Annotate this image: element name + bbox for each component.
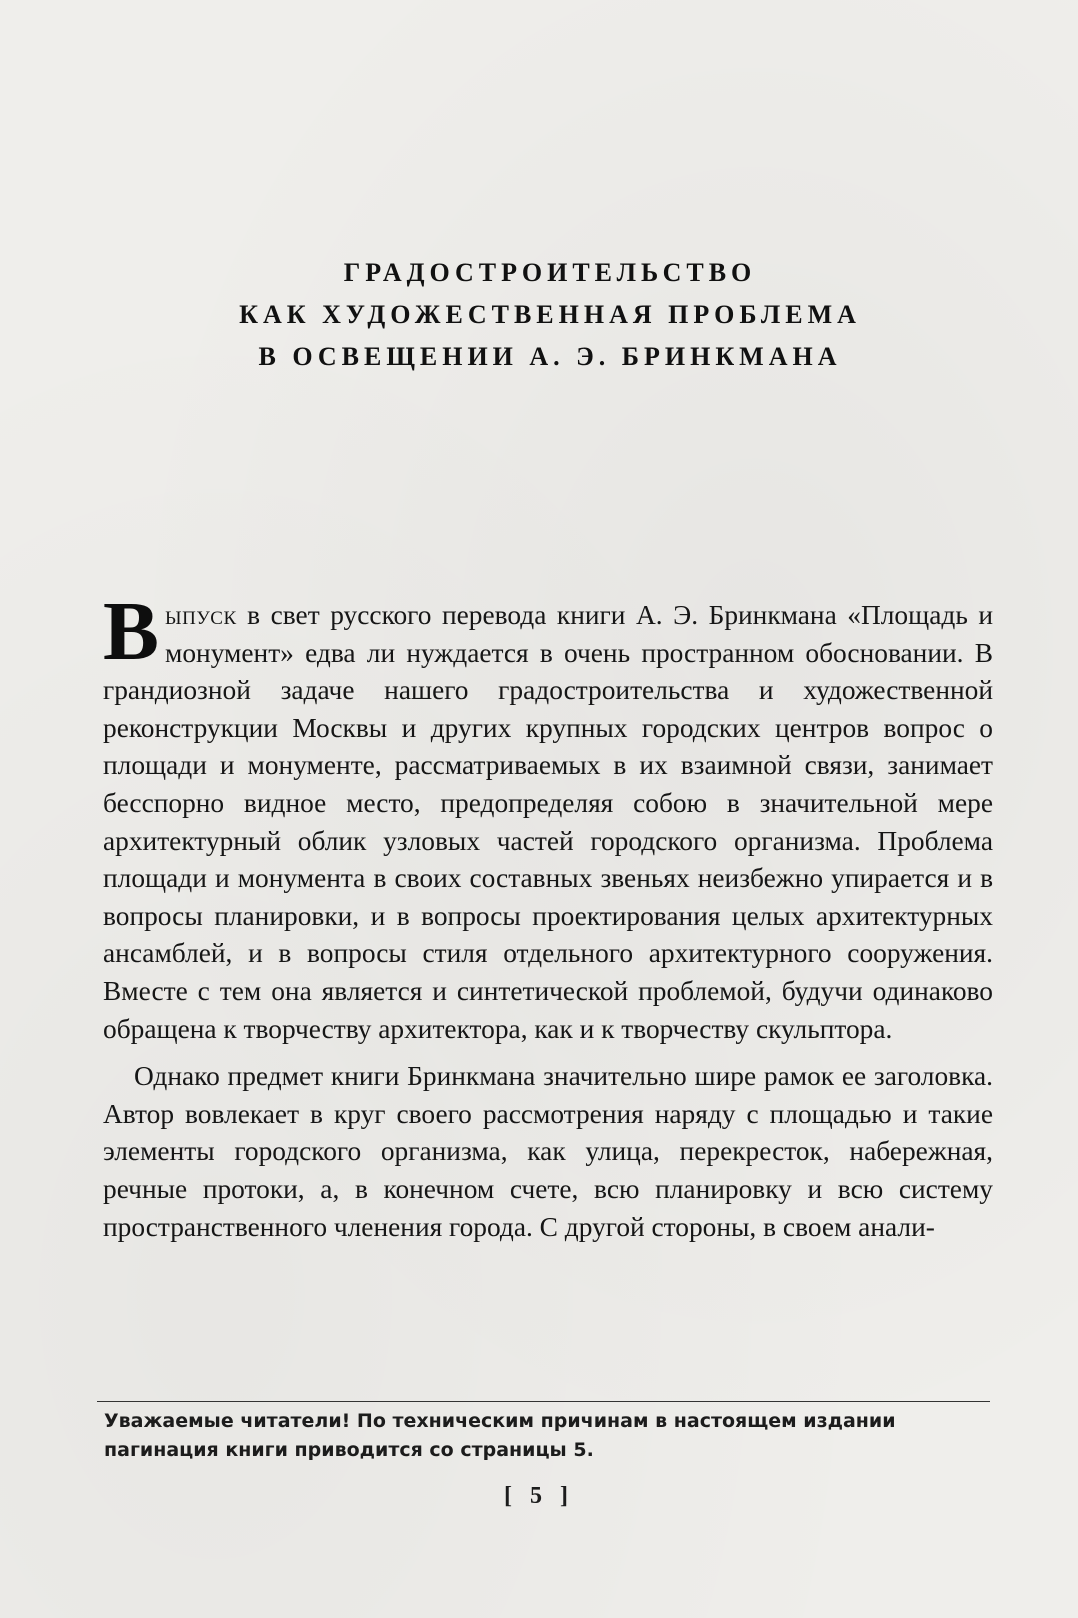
paragraph-1 bbox=[103, 585, 993, 1048]
title-line-1: ГРАДОСТРОИТЕЛЬСТВО bbox=[343, 258, 757, 287]
paragraph-1-text: в свет русского перевода книги А. Э. Бринкмана «Площадь и монумент» едва ли нуждается в очень пространном обосновании. В грандиозной задаче нашего градостроительства и художественной реконструкции Москвы и других крупных городских центров вопрос о площади и монументе, рассматриваемых в их взаимной связи, занимает бесспорно видное место, предопределяя собою в значительной мере архитектурный облик узловых частей городского организма. Проблема площади и монумента в своих составных звеньях неизбежно упирается и в вопросы планировки, и в вопросы проектирования целых архитектурных ансамблей, и в вопросы стиля отдельного архитектурного сооружения. Вместе с тем она является и синтетической проблемой, будучи одинаково обращена к творчеству архитектора, как и к творчеству скульптора. bbox=[103, 600, 993, 1044]
page-number: [ 5 ] bbox=[504, 1483, 574, 1509]
first-word: ыпуск bbox=[165, 600, 237, 630]
footnote-line-1: Уважаемые читатели! По техническим причинам в настоящем издании bbox=[104, 1410, 896, 1432]
chapter-title bbox=[100, 252, 1000, 378]
footnote bbox=[104, 1407, 994, 1465]
title-line-2: КАК ХУДОЖЕСТВЕННАЯ ПРОБЛЕМА bbox=[239, 300, 861, 329]
drop-cap: В bbox=[103, 585, 160, 678]
footnote-divider bbox=[97, 1401, 990, 1402]
paragraph-2: Однако предмет книги Бринкмана значительно шире рамок ее заголовка. Автор вовлекает в круг своего рассмотрения наряду с площадью и такие элементы городского организма, как улица, перекресток, набережная, речные протоки, а, в конечном счете, всю планировку и всю систему пространственного членения города. С другой стороны, в своем анали- bbox=[103, 1061, 993, 1242]
title-line-3: В ОСВЕЩЕНИИ А. Э. БРИНКМАНА bbox=[258, 342, 842, 371]
footnote-line-2: пагинация книги приводится со страницы 5. bbox=[104, 1439, 594, 1461]
body-text bbox=[103, 585, 993, 1246]
